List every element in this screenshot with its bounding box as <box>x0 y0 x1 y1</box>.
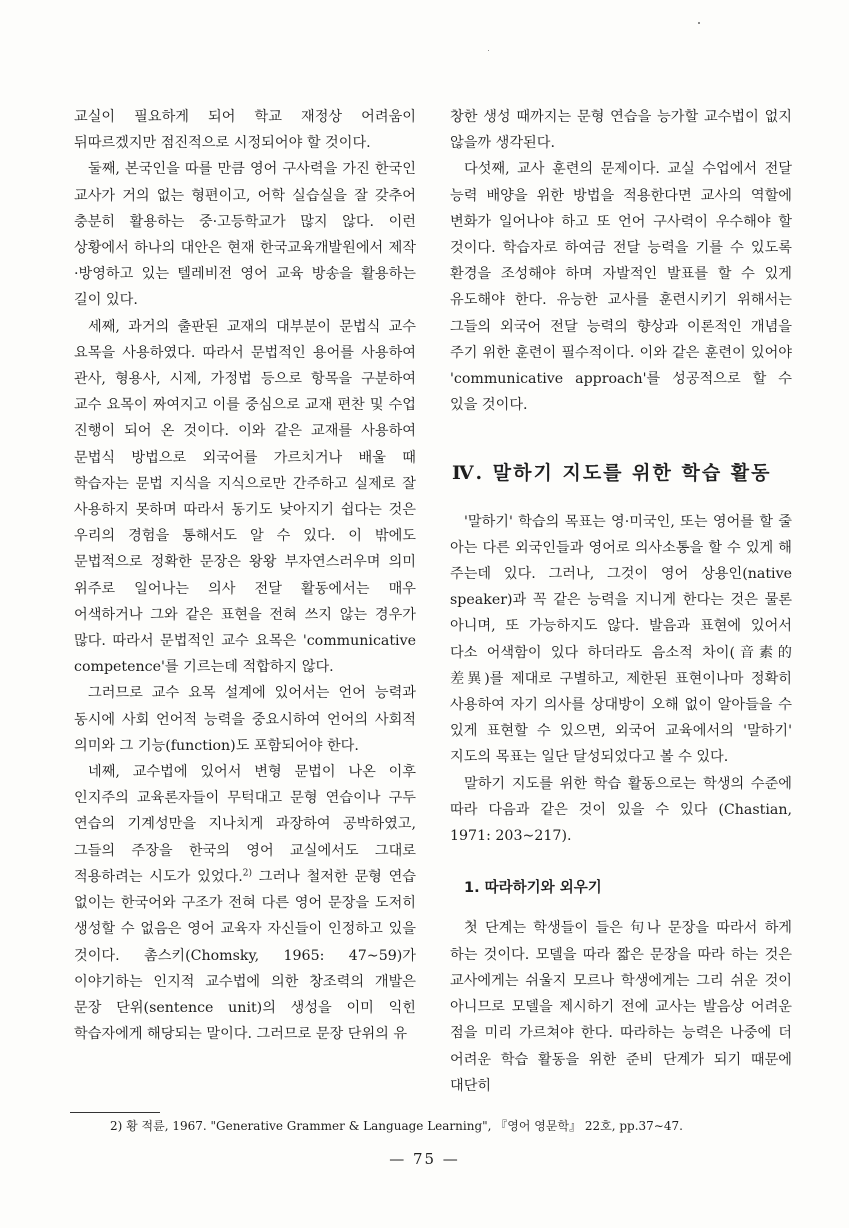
subsection-heading: 1. 따라하기와 외우기 <box>464 880 602 897</box>
section-heading: Ⅳ. 말하기 지도를 위한 학습 활동 <box>452 462 772 485</box>
scan-speck <box>488 50 489 51</box>
paragraph: 말하기 지도를 위한 학습 활동으로는 학생의 수준에 따라 다음과 같은 것이 있을 수 있다 (Chastian, 1971: 203∼217). <box>450 775 792 845</box>
footnote: 2) 황 적륜, 1967. "Generative Grammer & Language Learning", 『영어 영문학』 22호, pp.37∼47. <box>110 1119 683 1133</box>
page-number: — 75 — <box>389 1150 460 1168</box>
footnote-rule <box>70 1112 160 1113</box>
paragraph: '말하기' 학습의 목표는 영·미국인, 또는 영어를 할 줄 아는 다른 외국인들과 영어로 의사소통을 할 수 있게 해 주는데 있다. 그러나, 그것이 영어 상용인(native speaker)과 꼭 같은 능력을 지니게 한다는 것은 물론 아니며, 또 가능하지도 않다. 발음과 표현에 있어서 다소 어색함이 있다 하더라도 음소적 차이(音素的 差異)를 제대로 구별하고, 제한된 표현이나마 정확히 사용하여 자기 의사를 상대방이 오해 없이 알아들을 수 있게 표현할 수 있으면, 외국어 교육에서의 '말하기' 지도의 목표는 일단 달성되었다고 볼 수 있다. <box>450 513 792 766</box>
paragraph: 첫 단계는 학생들이 들은 句나 문장을 따라서 하게 하는 것이다. 모델을 따라 짧은 문장을 따라 하는 것은 교사에게는 쉬울지 모르나 학생에게는 그리 쉬운 것이 아니므로 모델을 제시하기 전에 교사는 발음상 어려운 점을 미리 가르쳐야 한다. 따라하는 능력은 나중에 더 어려운 학습 활동을 위한 준비 단계가 되기 때문에 대단히 <box>450 920 792 1094</box>
paragraph <box>74 759 416 1047</box>
footnote-ref: 2) <box>242 868 252 879</box>
left-column <box>74 104 416 1047</box>
scan-speck <box>698 22 700 24</box>
paragraph: 세째, 과거의 출판된 교재의 대부분이 문법식 교수 요목을 사용하였다. 따라서 문법적인 용어를 사용하여 관사, 형용사, 시제, 가정법 등으로 항목을 구분하여 교수 요목이 짜여지고 이를 중심으로 교재 편찬 및 수업 진행이 되어 온 것이다. 이와 같은 교재를 사용하여 문법식 방법으로 외국어를 가르치거나 배울 때 학습자는 문법 지식을 지식으로만 간주하고 실제로 잘 사용하지 못하며 따라서 동기도 낮아지기 쉽다는 것은 우리의 경험을 통해서도 알 수 있다. 이 밖에도 문법적으로 정확한 문장은 왕왕 부자연스러우며 의미 위주로 일어나는 의사 전달 활동에서는 매우 어색하거나 그와 같은 표현을 전혀 쓰지 않는 경우가 많다. 따라서 문법적인 교수 요목은 'communicative competence'를 기르는데 적합하지 않다. <box>74 318 416 676</box>
paragraph: 창한 생성 때까지는 문형 연습을 능가할 교수법이 없지 않을까 생각된다. <box>450 109 792 152</box>
paragraph: 그러므로 교수 요목 설계에 있어서는 언어 능력과 동시에 사회 언어적 능력을 중요시하여 언어의 사회적 의미와 그 기능(function)도 포함되어야 한다. <box>74 685 416 754</box>
paragraph: 다섯째, 교사 훈련의 문제이다. 교실 수업에서 전달 능력 배양을 위한 방법을 적용한다면 교사의 역할에 변화가 일어나야 하고 또 언어 구사력이 우수해야 할 것이다. 학습자로 하여금 전달 능력을 기를 수 있도록 환경을 조성해야 하며 자발적인 발표를 할 수 있게 유도해야 한다. 유능한 교사를 훈련시키기 위해서는 그들의 외국어 전달 능력의 향상과 이론적인 개념을 주기 위한 훈련이 필수적이다. 이와 같은 훈련이 있어야 'communicative approach'를 성공적으로 할 수 있을 것이다. <box>450 161 792 414</box>
paragraph-text: 그러나 철저한 문형 연습 없이는 한국어와 구조가 전혀 다른 영어 문장을 도저히 생성할 수 없음은 영어 교육자 자신들이 인정하고 있을 것이다. 촘스키(Chomsky, 1965: 47∼59)가 이야기하는 인지적 교수법에 의한 창조력의 개발은 문장 단위(sentence unit)의 생성을 이미 익힌 학습자에게 해당되는 말이다. 그러므로 문장 단위의 유 <box>74 868 416 1043</box>
paragraph: 둘째, 본국인을 따를 만큼 영어 구사력을 가진 한국인 교사가 거의 없는 형편이고, 어학 실습실을 잘 갖추어 충분히 활용하는 중·고등학교가 많지 않다. 이런 상황에서 하나의 대안은 현재 한국교육개발원에서 제작·방영하고 있는 텔레비전 영어 교육 방송을 활용하는 길이 있다. <box>74 161 416 309</box>
right-column <box>450 104 792 1099</box>
paragraph: 교실이 필요하게 되어 학교 재정상 어려움이 뒤따르겠지만 점진적으로 시정되어야 할 것이다. <box>74 109 416 152</box>
paragraph-text: 네째, 교수법에 있어서 변형 문법이 나온 이후 인지주의 교육론자들이 무턱대고 문형 연습이나 구두 연습의 기계성만을 지나치게 과장하여 공박하였고, 그들의 주장을 한국의 영어 교실에서도 그대로 적용하려는 시도가 있었다. <box>74 764 416 885</box>
